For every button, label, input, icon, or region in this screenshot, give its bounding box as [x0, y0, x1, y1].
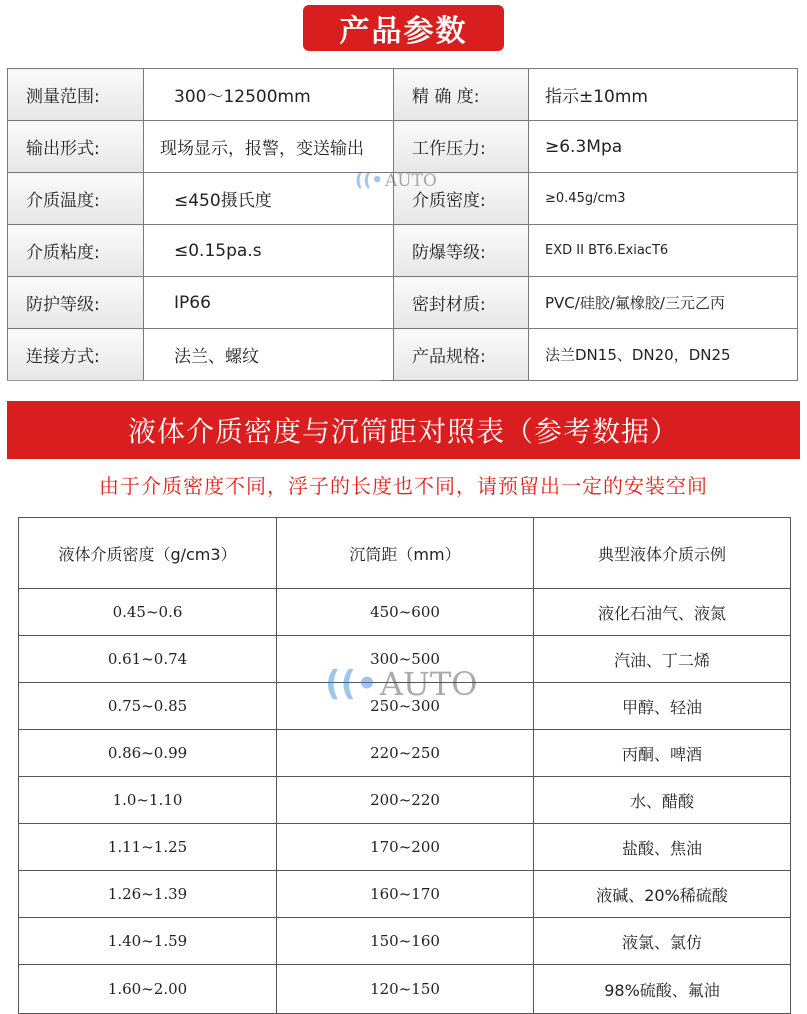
distance-cell: 300~500	[277, 636, 534, 683]
spec-row	[8, 121, 798, 173]
density-cell: 1.11~1.25	[19, 824, 277, 871]
example-cell: 甲醇、轻油	[534, 683, 791, 730]
distance-cell: 170~200	[277, 824, 534, 871]
table-row	[19, 636, 791, 683]
signal-icon: ((•	[355, 170, 383, 191]
spec-label: 介质粘度:	[8, 225, 144, 277]
table-header-row	[19, 518, 791, 589]
spec-value: 法兰DN15、DN20，DN25	[529, 329, 798, 381]
spec-value: 法兰、螺纹	[144, 329, 394, 381]
spec-value: ≤0.15pa.s	[144, 225, 394, 277]
signal-icon: ((•	[325, 664, 378, 704]
spec-value: IP66	[144, 277, 394, 329]
density-cell: 0.45~0.6	[19, 589, 277, 636]
spec-value: 指示±10mm	[529, 69, 798, 121]
distance-cell: 200~220	[277, 777, 534, 824]
distance-cell: 450~600	[277, 589, 534, 636]
section-banner: 液体介质密度与沉筒距对照表（参考数据）	[7, 401, 800, 459]
watermark-text: AUTO	[384, 170, 437, 191]
spec-value: EXD II BT6.ExiacT6	[529, 225, 798, 277]
distance-cell: 250~300	[277, 683, 534, 730]
example-cell: 液碱、20%稀硫酸	[534, 871, 791, 918]
table-row	[19, 871, 791, 918]
example-cell: 液化石油气、液氮	[534, 589, 791, 636]
spec-value: ≤450摄氏度	[144, 173, 394, 225]
spec-value: ≥6.3Mpa	[529, 121, 798, 173]
density-cell: 0.86~0.99	[19, 730, 277, 777]
column-header: 典型液体介质示例	[534, 518, 791, 589]
spec-table	[7, 68, 798, 381]
column-header: 液体介质密度（g/cm3）	[19, 518, 277, 589]
table-row	[19, 965, 791, 1014]
example-cell: 丙酮、啤酒	[534, 730, 791, 777]
example-cell: 水、醋酸	[534, 777, 791, 824]
density-cell: 1.0~1.10	[19, 777, 277, 824]
table-row	[19, 730, 791, 777]
spec-label: 产品规格:	[394, 329, 529, 381]
table-row	[19, 918, 791, 965]
spec-label: 工作压力:	[394, 121, 529, 173]
density-cell: 1.60~2.00	[19, 965, 277, 1014]
table-row	[19, 683, 791, 730]
density-cell: 1.26~1.39	[19, 871, 277, 918]
example-cell: 98%硫酸、氟油	[534, 965, 791, 1014]
density-cell: 0.61~0.74	[19, 636, 277, 683]
example-cell: 液氯、氯仿	[534, 918, 791, 965]
table-row	[19, 777, 791, 824]
install-note: 由于介质密度不同，浮子的长度也不同，请预留出一定的安装空间	[99, 474, 708, 498]
spec-row	[8, 69, 798, 121]
density-cell: 1.40~1.59	[19, 918, 277, 965]
spec-row	[8, 173, 798, 225]
spec-value: 现场显示，报警，变送输出	[144, 121, 394, 173]
page-title: 产品参数	[303, 5, 504, 51]
spec-label: 连接方式:	[8, 329, 144, 381]
density-cell: 0.75~0.85	[19, 683, 277, 730]
spec-value: PVC/硅胶/氟橡胶/三元乙丙	[529, 277, 798, 329]
spec-value: 300～12500mm	[144, 69, 394, 121]
example-cell: 盐酸、焦油	[534, 824, 791, 871]
spec-row	[8, 225, 798, 277]
density-table	[18, 517, 791, 1014]
table-row	[19, 824, 791, 871]
spec-row	[8, 329, 798, 381]
divider	[7, 380, 381, 381]
distance-cell: 150~160	[277, 918, 534, 965]
spec-label: 密封材质:	[394, 277, 529, 329]
distance-cell: 120~150	[277, 965, 534, 1014]
spec-label: 测量范围:	[8, 69, 144, 121]
spec-label: 防爆等级:	[394, 225, 529, 277]
spec-row	[8, 277, 798, 329]
spec-label: 介质密度:	[394, 173, 529, 225]
distance-cell: 220~250	[277, 730, 534, 777]
example-cell: 汽油、丁二烯	[534, 636, 791, 683]
spec-label: 介质温度:	[8, 173, 144, 225]
spec-label: 防护等级:	[8, 277, 144, 329]
spec-label: 输出形式:	[8, 121, 144, 173]
spec-value: ≥0.45g/cm3	[529, 173, 798, 225]
column-header: 沉筒距（mm）	[277, 518, 534, 589]
table-row	[19, 589, 791, 636]
watermark-text: AUTO	[379, 665, 478, 703]
distance-cell: 160~170	[277, 871, 534, 918]
spec-label: 精 确 度:	[394, 69, 529, 121]
